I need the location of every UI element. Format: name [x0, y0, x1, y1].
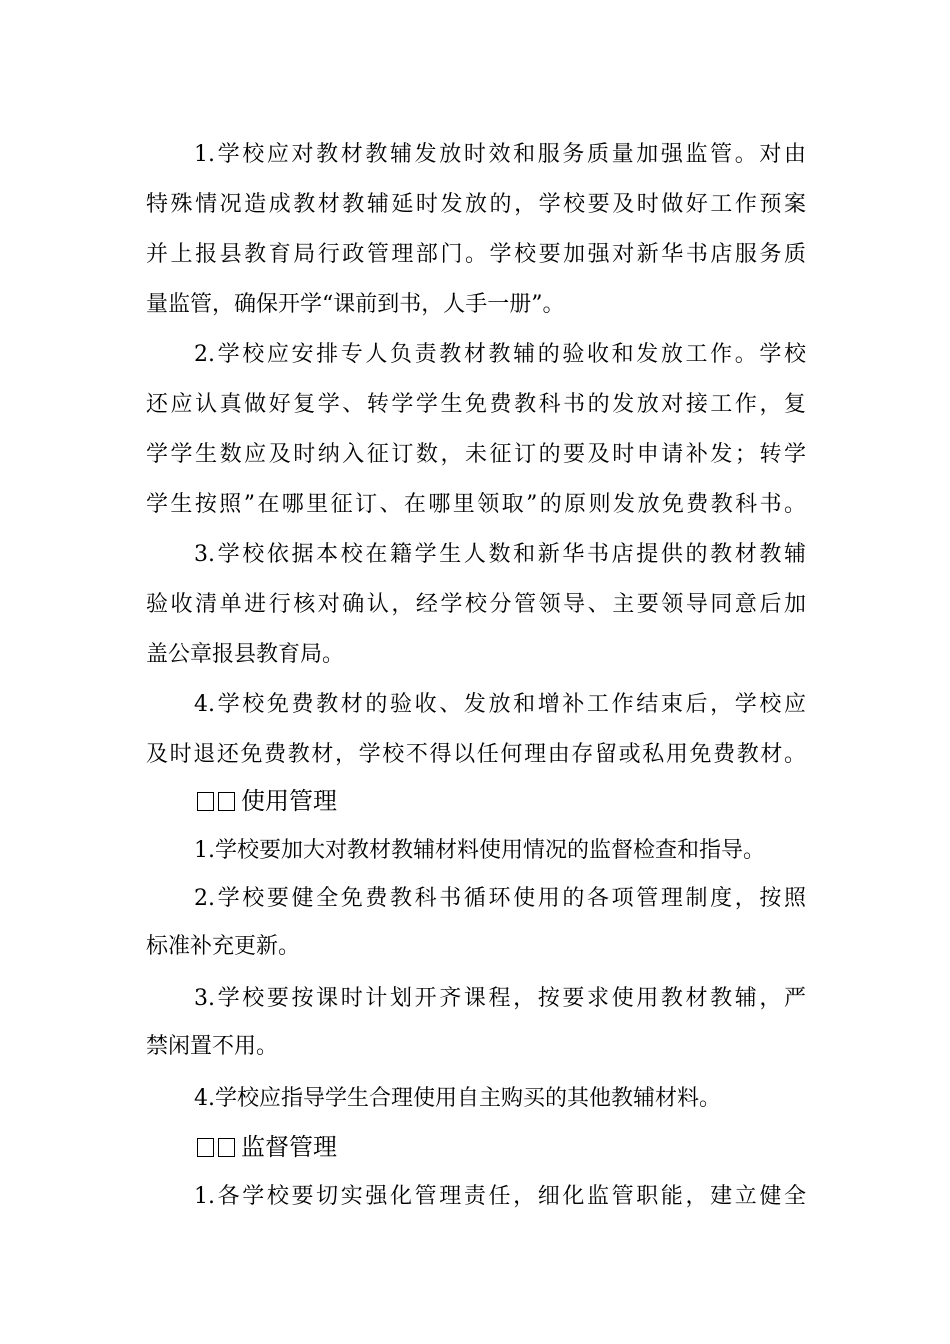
paragraph-line: 学生按照”在哪里征订、在哪里领取”的原则发放免费教科书。 [146, 492, 806, 517]
missing-glyph-box-icon [197, 1138, 214, 1157]
paragraph-line: 4.学校应指导学生合理使用自主购买的其他教辅材料。 [194, 1086, 721, 1111]
section-heading-supervise [197, 1122, 337, 1172]
paragraph-line: 验收清单进行核对确认，经学校分管领导、主要领导同意后加 [146, 592, 806, 617]
section-heading-text: 使用管理 [241, 787, 337, 815]
paragraph-line: 学学生数应及时纳入征订数，未征订的要及时申请补发；转学 [146, 442, 806, 467]
paragraph-line: 特殊情况造成教材教辅延时发放的，学校要及时做好工作预案 [146, 192, 806, 217]
missing-glyph-box-icon [218, 1138, 235, 1157]
paragraph-line: 禁闲置不用。 [146, 1034, 279, 1059]
paragraph-line: 1.学校要加大对教材教辅材料使用情况的监督检查和指导。 [194, 838, 765, 863]
paragraph-line: 并上报县教育局行政管理部门。学校要加强对新华书店服务质 [146, 242, 806, 267]
missing-glyph-box-icon [218, 792, 235, 811]
section-heading-text: 监督管理 [241, 1133, 337, 1161]
paragraph-line: 1.各学校要切实强化管理责任，细化监管职能，建立健全 [194, 1184, 806, 1209]
paragraph-line: 2.学校要健全免费教科书循环使用的各项管理制度，按照 [194, 886, 806, 911]
paragraph-line: 4.学校免费教材的验收、发放和增补工作结束后，学校应 [194, 692, 806, 717]
missing-glyph-box-icon [197, 792, 214, 811]
paragraph-line: 3.学校要按课时计划开齐课程，按要求使用教材教辅，严 [194, 986, 806, 1011]
paragraph-line: 1.学校应对教材教辅发放时效和服务质量加强监管。对由 [194, 142, 806, 167]
paragraph-line: 2.学校应安排专人负责教材教辅的验收和发放工作。学校 [194, 342, 806, 367]
section-heading-use [197, 776, 337, 826]
paragraph-line: 量监管，确保开学“课前到书，人手一册”。 [146, 292, 565, 317]
paragraph-line: 及时退还免费教材，学校不得以任何理由存留或私用免费教材。 [146, 742, 806, 767]
paragraph-line: 盖公章报县教育局。 [146, 642, 345, 667]
paragraph-line: 3.学校依据本校在籍学生人数和新华书店提供的教材教辅 [194, 542, 806, 567]
paragraph-line: 标准补充更新。 [146, 934, 301, 959]
paragraph-line: 还应认真做好复学、转学学生免费教科书的发放对接工作，复 [146, 392, 806, 417]
